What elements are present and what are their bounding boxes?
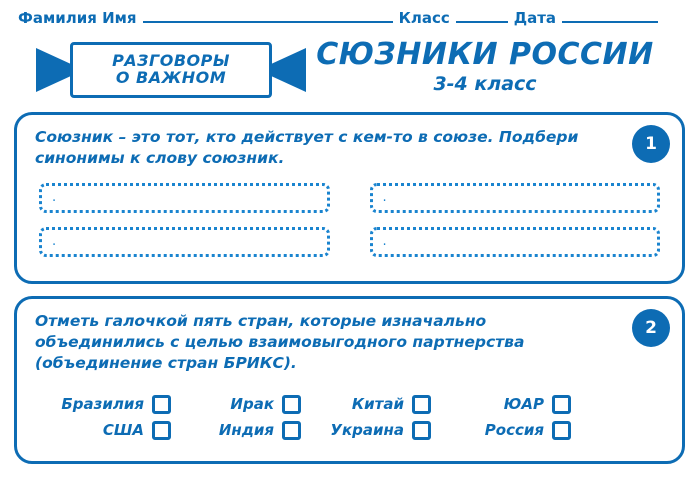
program-ribbon [36,42,306,98]
option-checkbox[interactable] [282,395,301,414]
option-label: Украина [330,421,404,439]
task-number-badge-1: 1 [632,125,670,163]
date-blank-line[interactable] [562,8,658,23]
name-label: Фамилия Имя [18,9,137,27]
option-checkbox[interactable] [552,421,571,440]
task-card-1 [14,112,685,284]
answer-box-dot: . [382,234,387,249]
class-label: Класс [398,9,450,27]
task-text-1: Союзник – это тот, кто действует с кем-то в союзе. Подбери синонимы к слову союзник. [35,128,579,167]
option-item[interactable] [57,421,187,440]
option-item[interactable] [187,395,317,414]
option-checkbox[interactable] [412,395,431,414]
country-options [57,391,662,443]
answer-box[interactable] [370,183,661,213]
option-item[interactable] [317,395,447,414]
name-blank-line[interactable] [143,8,393,23]
option-checkbox[interactable] [282,421,301,440]
date-label: Дата [513,9,557,27]
answer-box-dot: . [382,190,387,205]
option-label: Китай [351,395,404,413]
option-checkbox[interactable] [412,421,431,440]
class-blank-line[interactable] [456,8,508,23]
student-info-header [18,8,681,32]
answer-box[interactable] [39,227,330,257]
ribbon-line-2: О ВАЖНОМ [115,68,227,87]
option-item[interactable] [317,421,447,440]
option-checkbox[interactable] [552,395,571,414]
answer-box[interactable] [370,227,661,257]
option-checkbox[interactable] [152,395,171,414]
option-label: ЮАР [503,395,544,413]
answer-box-dot: . [52,234,57,249]
option-label: США [102,421,144,439]
option-checkbox[interactable] [152,421,171,440]
ribbon-line-1: РАЗГОВОРЫ [112,51,230,71]
option-item[interactable] [447,395,587,414]
option-label: Россия [484,421,544,439]
option-label: Ирак [230,395,274,413]
option-item[interactable] [57,395,187,414]
answer-box-grid [39,183,660,257]
answer-box-dot: . [52,190,57,205]
answer-box[interactable] [39,183,330,213]
page-title: СЮЗНИКИ РОССИИ [316,37,654,72]
worksheet-title-group [295,38,675,95]
task-card-2 [14,296,685,464]
option-label: Бразилия [61,395,144,413]
task-number-badge-2: 2 [632,309,670,347]
ribbon-plate [70,42,272,98]
option-label: Индия [218,421,274,439]
option-item[interactable] [187,421,317,440]
task-text-2: Отметь галочкой пять стран, которые изначально объединились с целью взаимовыгодного партнерства (объединение стран БРИКС). [35,312,525,372]
title-band [18,38,681,106]
option-item[interactable] [447,421,587,440]
page-subtitle: 3-4 класс [433,73,537,95]
